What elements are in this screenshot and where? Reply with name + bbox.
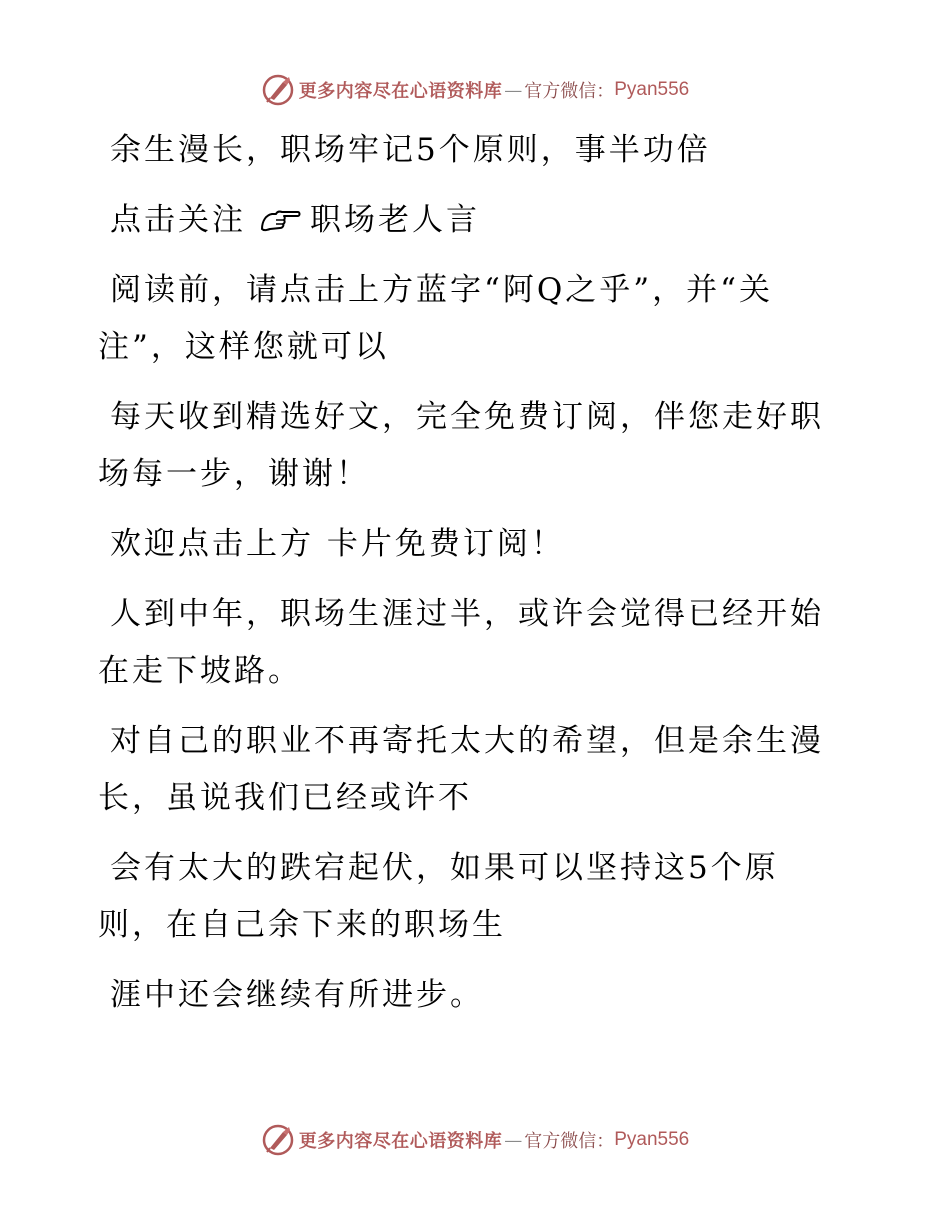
banner-wechat-label: 官方微信： — [524, 1131, 615, 1152]
banner-account: Pyan556 — [614, 79, 690, 100]
paragraph: 人到中年，职场生涯过半，或许会觉得已经开始在走下坡路。 — [98, 596, 824, 689]
paragraph: 每天收到精选好文，完全免费订阅，伴您走好职场每一步，谢谢！ — [98, 399, 824, 492]
footer-banner — [0, 1120, 950, 1160]
document-title: 余生漫长，职场牢记5个原则，事半功倍 — [110, 132, 711, 168]
paragraph: 阅读前，请点击上方蓝字“阿Q之乎”，并“关注”，这样您就可以 — [98, 272, 773, 365]
paragraph: 会有太大的跌宕起伏，如果可以坚持这5个原则，在自己余下来的职场生 — [98, 850, 779, 943]
banner-dash: — — [504, 1129, 523, 1151]
follow-prefix: 点击关注 — [110, 202, 246, 238]
header-banner — [0, 70, 950, 110]
pointing-hand-icon — [258, 207, 302, 233]
quill-pen-icon — [261, 1123, 295, 1157]
banner-slogan: 更多内容尽在心语资料库 — [298, 1131, 503, 1152]
quill-pen-icon — [261, 73, 295, 107]
follow-line — [98, 192, 838, 249]
follow-account: 职场老人言 — [310, 202, 480, 238]
banner-account: Pyan556 — [614, 1129, 690, 1150]
document-body — [98, 122, 838, 1037]
banner-dash: — — [504, 79, 523, 101]
banner-wechat-label: 官方微信： — [524, 81, 615, 102]
paragraph: 涯中还会继续有所进步。 — [110, 977, 484, 1013]
paragraph: 对自己的职业不再寄托太大的希望，但是余生漫长，虽说我们已经或许不 — [98, 723, 824, 816]
banner-slogan: 更多内容尽在心语资料库 — [298, 81, 503, 102]
paragraph: 欢迎点击上方 卡片免费订阅！ — [110, 526, 565, 562]
